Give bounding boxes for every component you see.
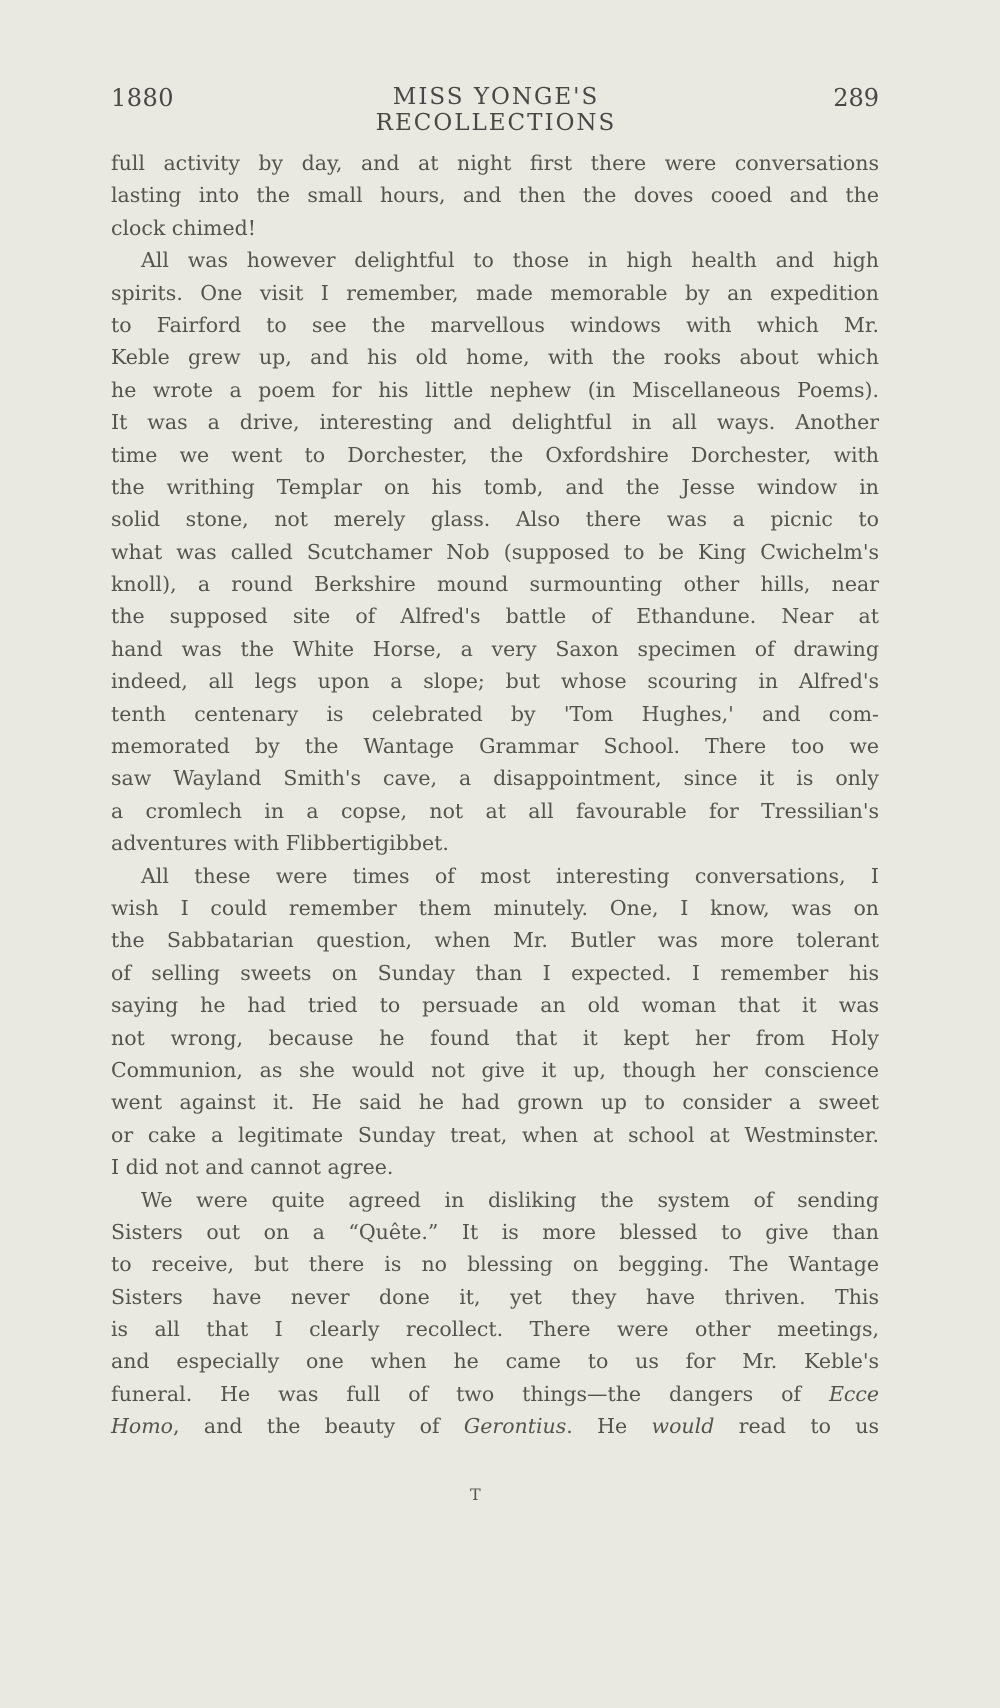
text-line: he wrote a poem for his little nephew (in Miscellaneous Poems).: [111, 377, 879, 402]
text-line: to Fairford to see the marvellous windows with which Mr.: [111, 312, 879, 337]
text-line: Homo, and the beauty of Gerontius. He would read to us: [111, 1414, 879, 1439]
text-line: full activity by day, and at night first there were conversations: [111, 151, 879, 175]
text-line: what was called Scutchamer Nob (supposed to be King Cwichelm's: [111, 539, 879, 564]
text-line: the writhing Templar on his tomb, and the Jesse window in: [111, 474, 879, 499]
text-line: memorated by the Wantage Grammar School. There too we: [111, 734, 879, 759]
text-line: of selling sweets on Sunday than I expected. I remember his: [111, 960, 879, 985]
text-line: adventures with Flibbertigibbet.: [111, 831, 449, 856]
text-line: Sisters out on a “Quête.” It is more blessed to give than: [111, 1219, 879, 1244]
text-line: Keble grew up, and his old home, with the rooks about which: [111, 345, 879, 370]
header-year: 1880: [111, 84, 175, 112]
text-line: Communion, as she would not give it up, though her conscience: [111, 1057, 879, 1082]
text-line: or cake a legitimate Sunday treat, when at school at Westminster.: [111, 1122, 879, 1147]
text-line: I did not and cannot agree.: [111, 1155, 394, 1180]
text-line: All was however delightful to those in high health and high: [141, 248, 879, 273]
running-header: [111, 84, 879, 136]
text-line: is all that I clearly recollect. There were other meetings,: [111, 1317, 879, 1342]
header-title: MISS YONGE'S RECOLLECTIONS: [375, 84, 617, 136]
text-line: solid stone, not merely glass. Also there was a picnic to: [111, 507, 879, 532]
text-line: It was a drive, interesting and delightful in all ways. Another: [111, 410, 879, 435]
text-line: tenth centenary is celebrated by 'Tom Hughes,' and com-: [111, 701, 879, 726]
text-line: the Sabbatarian question, when Mr. Butler was more tolerant: [111, 928, 879, 953]
text-line: clock chimed!: [111, 215, 256, 240]
text-line: saw Wayland Smith's cave, a disappointment, since it is only: [111, 766, 879, 791]
text-line: funeral. He was full of two things—the dangers of Ecce: [111, 1381, 879, 1406]
text-line: knoll), a round Berkshire mound surmounting other hills, near: [111, 572, 879, 597]
text-line: a cromlech in a copse, not at all favourable for Tressilian's: [111, 798, 879, 823]
text-line: went against it. He said he had grown up to consider a sweet: [111, 1090, 879, 1115]
page-number: 289: [833, 84, 879, 112]
text-line: hand was the White Horse, a very Saxon specimen of drawing: [111, 636, 879, 661]
text-line: We were quite agreed in disliking the system of sending: [141, 1187, 879, 1212]
text-line: saying he had tried to persuade an old woman that it was: [111, 993, 879, 1018]
text-line: spirits. One visit I remember, made memorable by an expedition: [111, 280, 879, 305]
body-text: [111, 147, 879, 1443]
text-line: lasting into the small hours, and then the doves cooed and the: [111, 183, 879, 208]
signature-mark: T: [470, 1485, 482, 1504]
text-line: Sisters have never done it, yet they have thriven. This: [111, 1284, 879, 1309]
text-line: All these were times of most interesting conversations, I: [141, 863, 879, 888]
text-line: indeed, all legs upon a slope; but whose scouring in Alfred's: [111, 669, 879, 694]
text-line: the supposed site of Alfred's battle of Ethandune. Near at: [111, 604, 879, 629]
text-line: not wrong, because he found that it kept her from Holy: [111, 1025, 879, 1050]
text-line: and especially one when he came to us for Mr. Keble's: [111, 1349, 879, 1374]
text-line: wish I could remember them minutely. One, I know, was on: [111, 895, 879, 920]
text-line: time we went to Dorchester, the Oxfordshire Dorchester, with: [111, 442, 879, 467]
text-line: to receive, but there is no blessing on begging. The Wantage: [111, 1252, 879, 1277]
